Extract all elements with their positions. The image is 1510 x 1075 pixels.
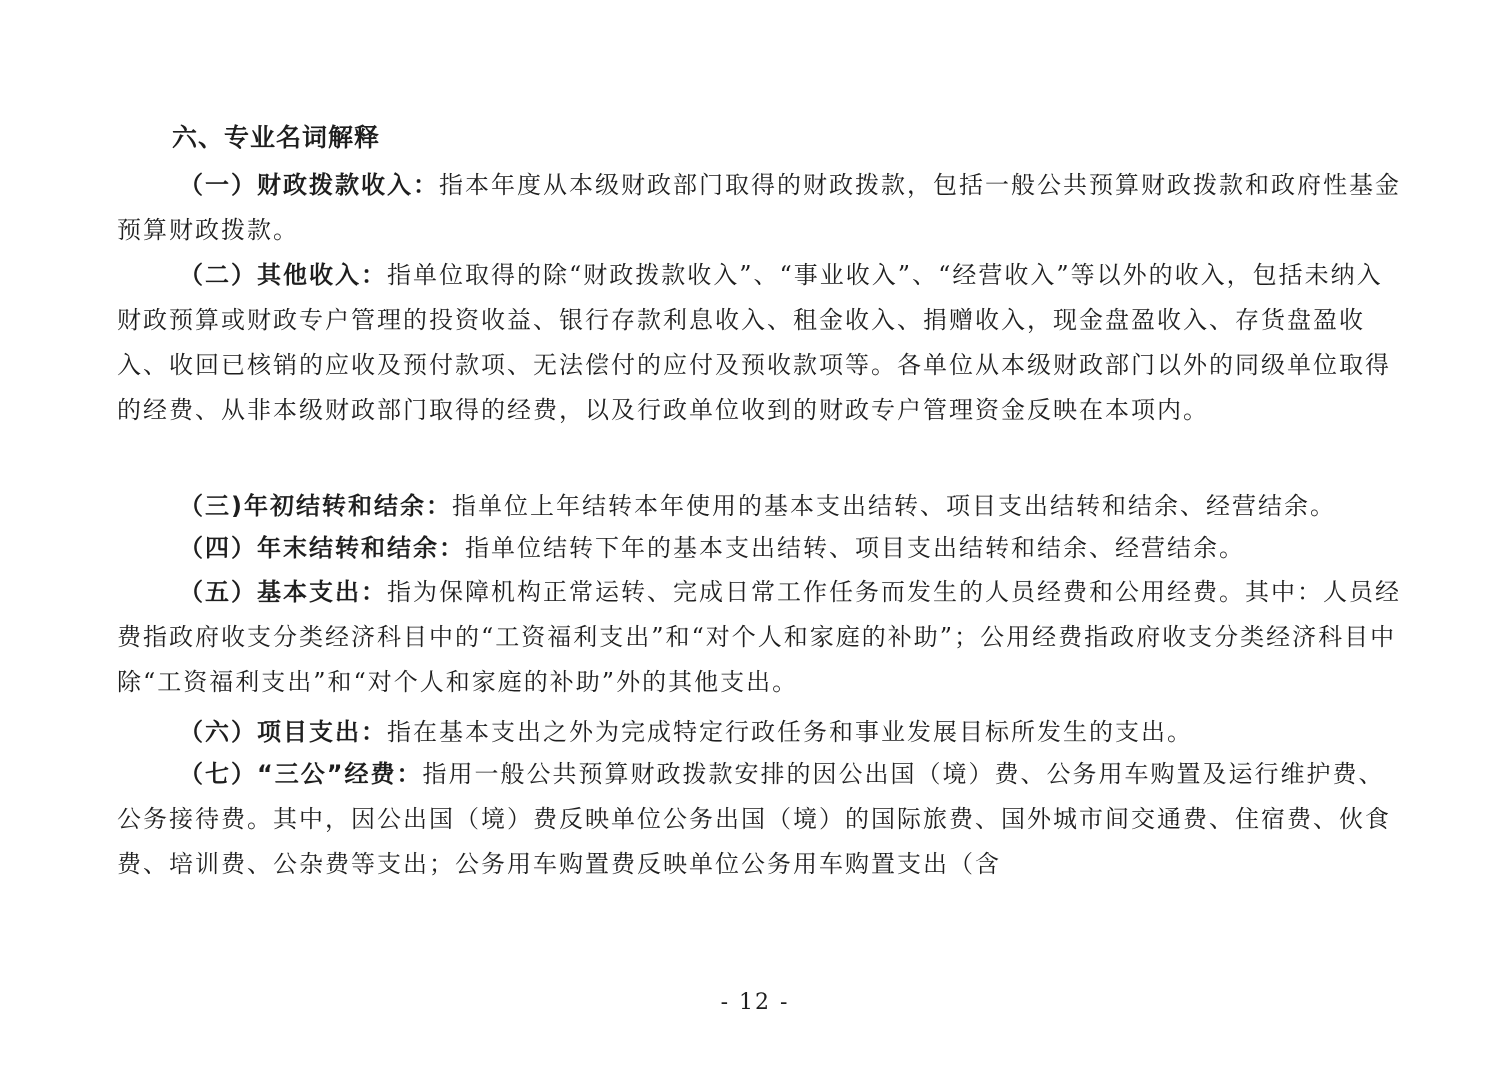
section-heading: 六、专业名词解释 (172, 123, 381, 152)
definition-term: （七）“三公”经费： (179, 760, 423, 788)
definition-term: （五）基本支出： (179, 578, 387, 606)
page-number: - 12 - (720, 990, 790, 1015)
definition-term: （一）财政拨款收入： (179, 171, 439, 199)
definition-ending-carryover (117, 526, 1402, 571)
definition-body: 指单位取得的除“财政拨款收入”、“事业收入”、“经营收入”等以外的收入，包括未纳入财政预算或财政专户管理的投资收益、银行存款利息收入、租金收入、捐赠收入，现金盘盈收入、存货盘盈收入、收回已核销的应收及预付款项、无法偿付的应付及预收款项等。各单位从本级财政部门以外的同级单位取得的经费、从非本级财政部门取得的经费，以及行政单位收到的财政专户管理资金反映在本项内。 (117, 261, 1391, 424)
definition-fiscal-appropriation-income (117, 163, 1402, 253)
definition-term: （六）项目支出： (179, 718, 387, 746)
definition-body: 指在基本支出之外为完成特定行政任务和事业发展目标所发生的支出。 (387, 718, 1193, 746)
definition-body: 指单位上年结转本年使用的基本支出结转、项目支出结转和结余、经营结余。 (451, 492, 1336, 520)
definition-body: 指用一般公共预算财政拨款安排的因公出国（境）费、公务用车购置及运行维护费、公务接待费。其中，因公出国（境）费反映单位公务出国（境）的国际旅费、国外城市间交通费、住宿费、伙食费、培训费、公杂费等支出；公务用车购置费反映单位公务用车购置支出（含 (117, 760, 1391, 878)
definition-basic-expenditure (117, 570, 1402, 705)
definition-body: 指单位结转下年的基本支出结转、项目支出结转和结余、经营结余。 (465, 534, 1245, 562)
definition-term: （三)年初结转和结余： (179, 492, 452, 520)
definition-other-income (117, 253, 1402, 433)
definition-beginning-carryover (117, 484, 1402, 529)
definition-term: （二）其他收入： (179, 261, 387, 289)
definition-three-public-expenses (117, 752, 1402, 887)
definition-body: 指为保障机构正常运转、完成日常工作任务而发生的人员经费和公用经费。其中：人员经费指政府收支分类经济科目中的“工资福利支出”和“对个人和家庭的补助”；公用经费指政府收支分类经济科目中除“工资福利支出”和“对个人和家庭的补助”外的其他支出。 (117, 578, 1401, 696)
definition-project-expenditure (117, 710, 1402, 755)
definition-body: 指本年度从本级财政部门取得的财政拨款，包括一般公共预算财政拨款和政府性基金预算财政拨款。 (117, 171, 1401, 244)
definition-term: （四）年末结转和结余： (179, 534, 465, 562)
